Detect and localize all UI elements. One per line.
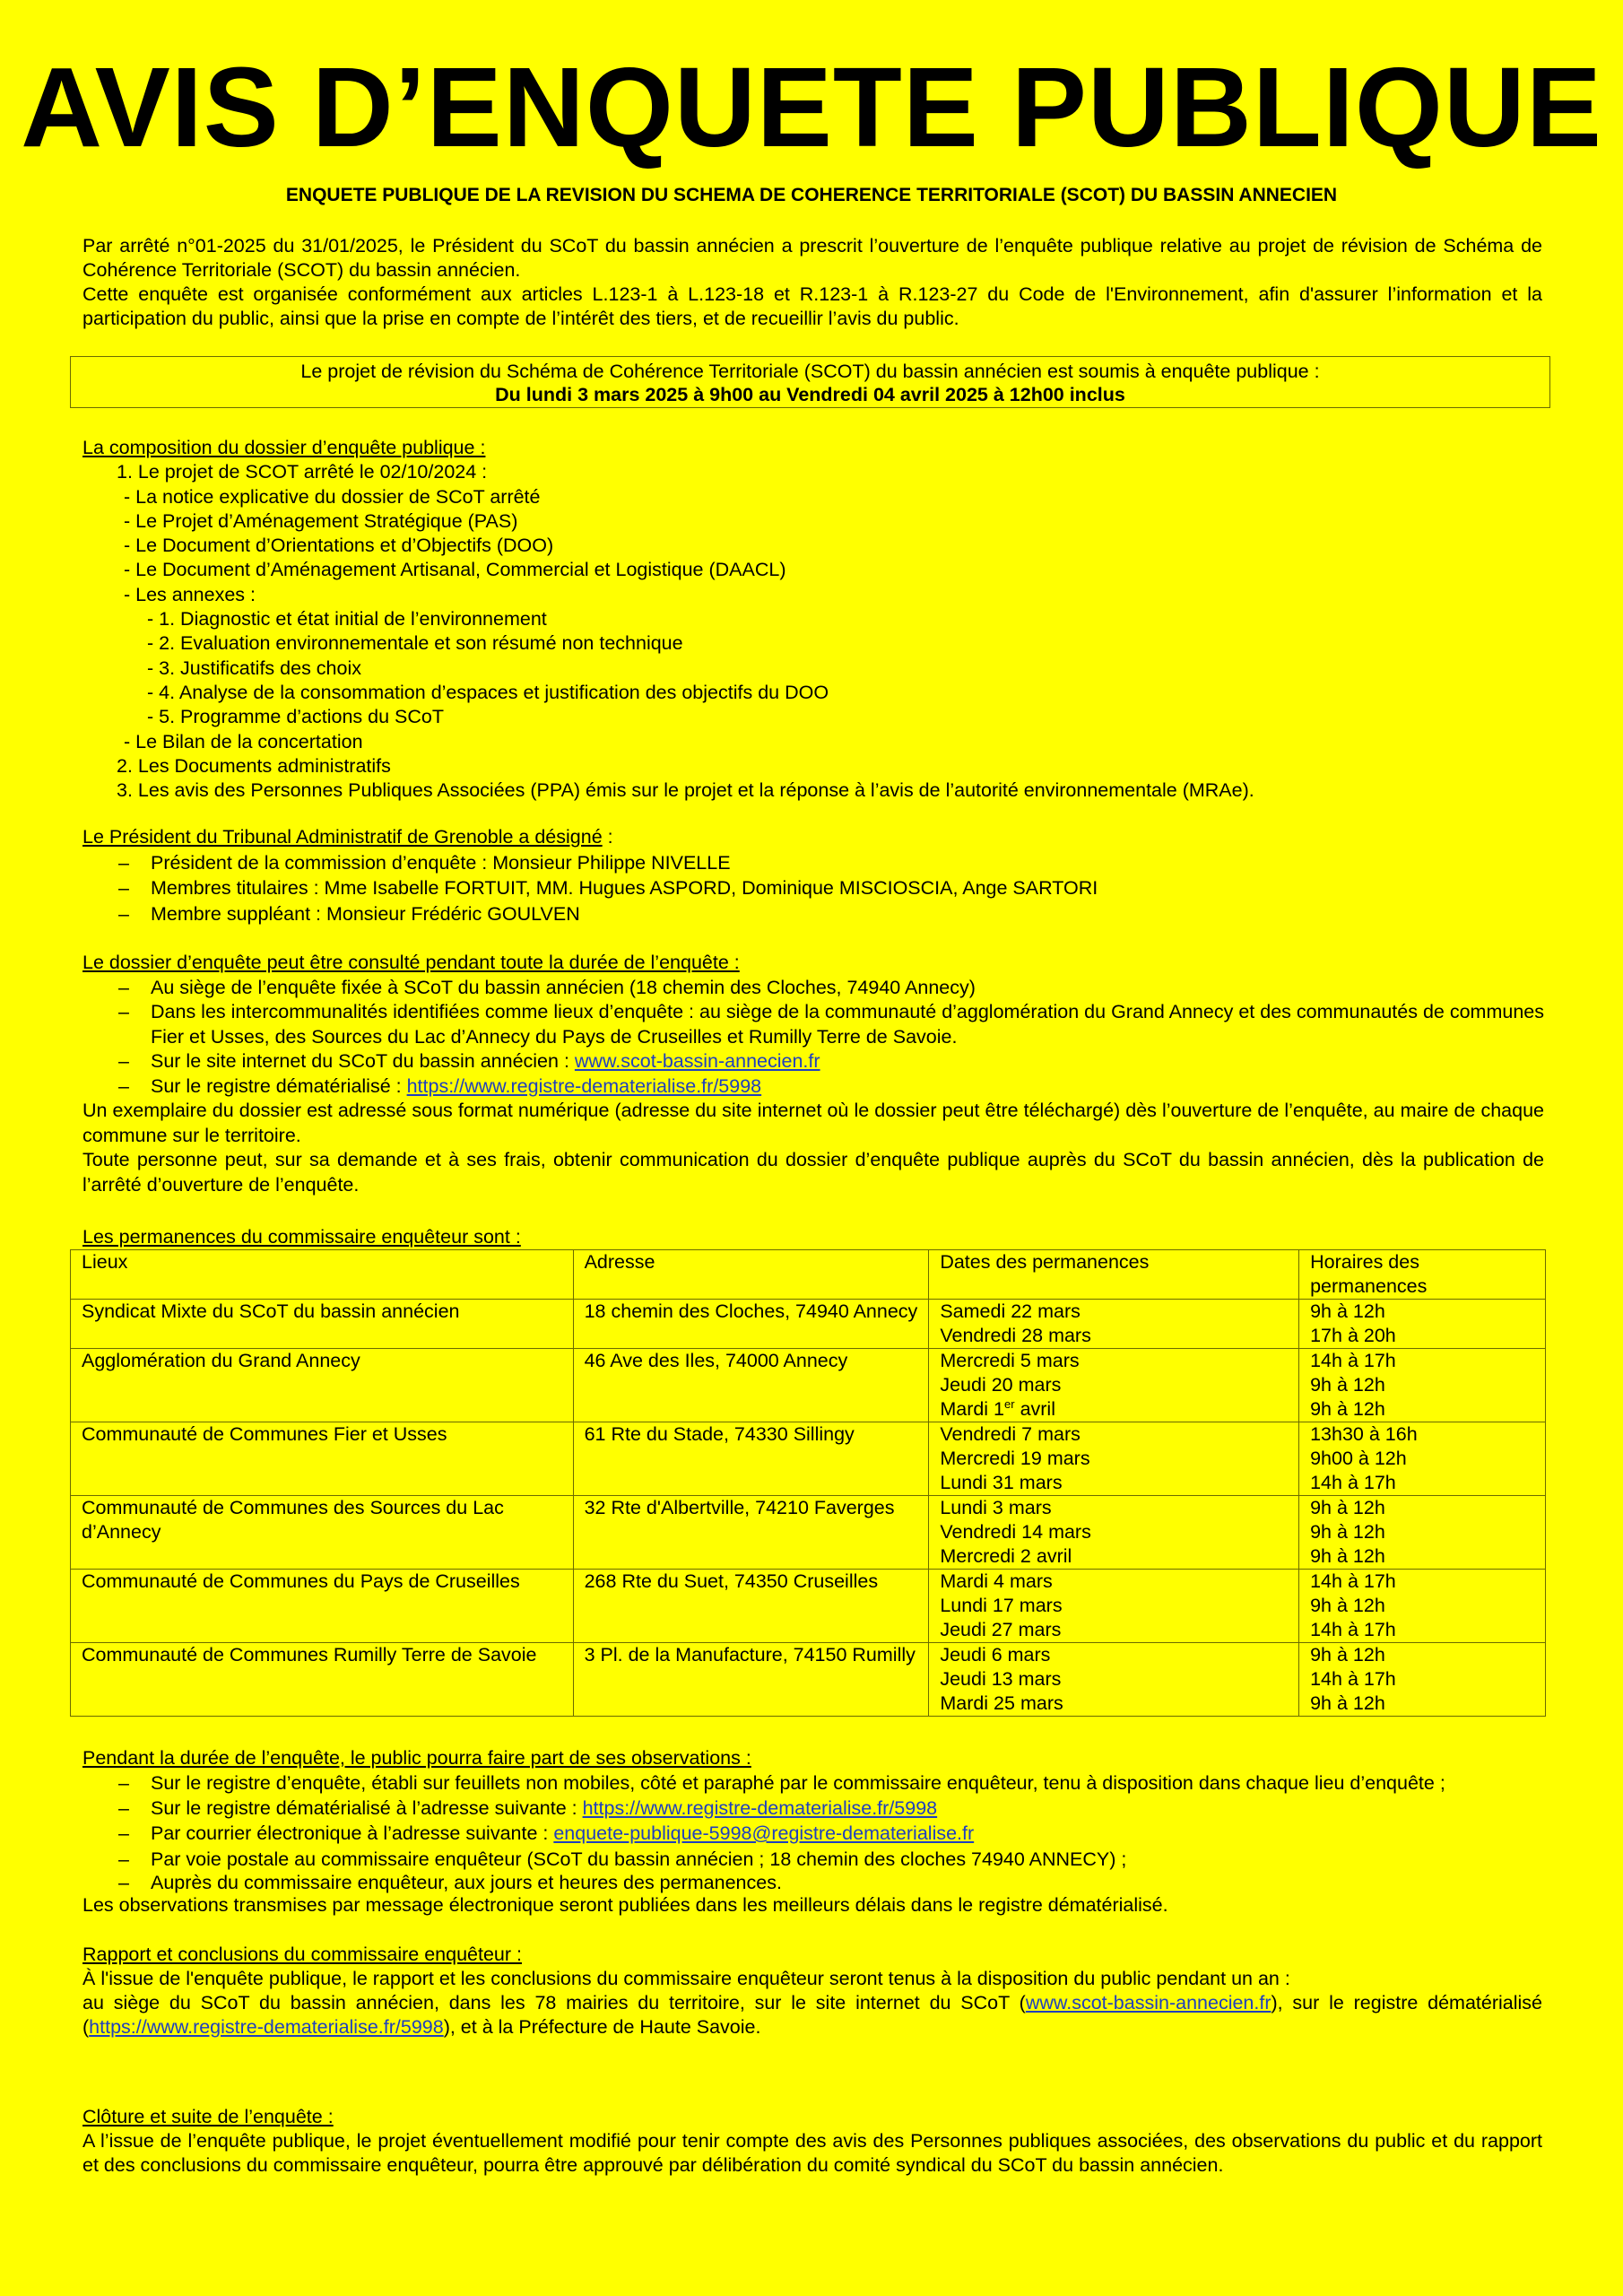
permanences-heading-wrap bbox=[82, 1225, 1553, 1249]
date-value: Lundi 17 mars bbox=[940, 1595, 1063, 1616]
list-item: - 4. Analyse de la consommation d’espaces et justification des objectifs du DOO bbox=[147, 681, 829, 703]
time-value: 17h à 20h bbox=[1310, 1325, 1396, 1346]
section-heading: Le dossier d’enquête peut être consulté pendant toute la durée de l’enquête : bbox=[82, 952, 740, 973]
table-row bbox=[71, 1643, 1546, 1717]
column-header: Horaires des permanences bbox=[1299, 1250, 1546, 1300]
date-value: Mercredi 2 avril bbox=[940, 1545, 1072, 1567]
time-value: 14h à 17h bbox=[1310, 1472, 1396, 1493]
list-item: – Dans les intercommunalités identifiées comme lieux d’enquête : au siège de la communauté d’agglomération du Grand Annecy et des communautés de communes Fier et Usses, des Sources du Lac d’Annecy du Pays de Cruseilles et Rumilly Terre de Savoie. bbox=[118, 1001, 1544, 1048]
list-item: – Sur le site internet du SCoT du bassin annécien : www.scot-bassin-annecien.fr bbox=[118, 1050, 820, 1072]
list-item: - Le Projet d’Aménagement Stratégique (PAS) bbox=[124, 509, 518, 532]
section-heading: Pendant la durée de l’enquête, le public pourra faire part de ses observations : bbox=[82, 1747, 751, 1769]
time-value: 9h à 12h bbox=[1310, 1595, 1385, 1616]
website-link[interactable]: www.scot-bassin-annecien.fr bbox=[1025, 1992, 1271, 2013]
dates-cell bbox=[929, 1349, 1299, 1422]
page-subtitle: ENQUETE PUBLIQUE DE LA REVISION DU SCHEMA DE COHERENCE TERRITORIALE (SCOT) DU BASSIN ANNECIEN bbox=[285, 185, 1338, 205]
list-item: - Le Document d’Orientations et d’Objectifs (DOO) bbox=[124, 535, 554, 557]
time-value: 14h à 17h bbox=[1310, 1668, 1396, 1690]
table-row bbox=[71, 1422, 1546, 1496]
composition-section bbox=[82, 436, 1553, 803]
column-header: Adresse bbox=[573, 1250, 929, 1300]
table-row bbox=[71, 1300, 1546, 1349]
list-item: – Sur le registre dématérialisé : https://www.registre-dematerialise.fr/5998 bbox=[118, 1074, 762, 1097]
time-value: 9h à 12h bbox=[1310, 1374, 1385, 1396]
table-row bbox=[71, 1496, 1546, 1570]
horaires-cell bbox=[1299, 1570, 1546, 1643]
observations-section bbox=[82, 1745, 1544, 1918]
horaires-cell bbox=[1299, 1300, 1546, 1349]
list-item-text: Au siège de l’enquête fixée à SCoT du bassin annécien (18 chemin des Cloches, 74940 Annecy) bbox=[151, 976, 976, 998]
date-value: Jeudi 6 mars bbox=[940, 1644, 1051, 1665]
date-value: Vendredi 7 mars bbox=[940, 1423, 1081, 1445]
list-item: – Sur le registre dématérialisé à l’adresse suivante : https://www.registre-dematerialise.fr/5998 bbox=[118, 1796, 938, 1819]
registry-link[interactable]: https://www.registre-dematerialise.fr/5998 bbox=[582, 1796, 938, 1819]
paragraph: Les observations transmises par message électronique seront publiées dans les meilleurs délais dans le registre dématérialisé. bbox=[82, 1894, 1168, 1916]
list-item: - Les annexes : bbox=[124, 583, 256, 605]
time-value: 14h à 17h bbox=[1310, 1619, 1396, 1640]
date-value: Vendredi 28 mars bbox=[940, 1325, 1091, 1346]
list-item-text: Sur le registre d’enquête, établi sur feuillets non mobiles, côté et paraphé par le commissaire enquêteur, tenu à disposition dans chaque lieu d’enquête ; bbox=[151, 1771, 1445, 1794]
list-item: - 1. Diagnostic et état initial de l’environnement bbox=[147, 608, 547, 631]
table-row bbox=[71, 1349, 1546, 1422]
list-item-text: Par voie postale au commissaire enquêteur (SCoT du bassin annécien ; 18 chemin des cloches 74940 ANNECY) ; bbox=[151, 1848, 1127, 1870]
commission-section bbox=[82, 824, 1544, 926]
horaires-cell bbox=[1299, 1643, 1546, 1717]
dates-cell bbox=[929, 1422, 1299, 1496]
horaires-cell bbox=[1299, 1496, 1546, 1570]
list-item: – Membres titulaires : Mme Isabelle FORTUIT, MM. Hugues ASPORD, Dominique MISCIOSCIA, Ange SARTORI bbox=[118, 877, 1098, 899]
list-item: - La notice explicative du dossier de SCoT arrêté bbox=[124, 485, 541, 508]
horaires-cell bbox=[1299, 1349, 1546, 1422]
time-value: 9h à 12h bbox=[1310, 1692, 1385, 1714]
heading-suffix: : bbox=[602, 826, 613, 848]
enquiry-dates-box bbox=[70, 356, 1550, 408]
list-item: - 2. Evaluation environnementale et son résumé non technique bbox=[147, 632, 683, 655]
lieu-cell: Communauté de Communes des Sources du Lac d’Annecy bbox=[71, 1496, 574, 1570]
list-item: – Par courrier électronique à l’adresse suivante : enquete-publique-5998@registre-dematerialise.fr bbox=[118, 1822, 975, 1844]
list-item: 1. Le projet de SCOT arrêté le 02/10/2024 : bbox=[117, 461, 488, 483]
adresse-cell: 3 Pl. de la Manufacture, 74150 Rumilly bbox=[573, 1643, 929, 1717]
paragraph: Un exemplaire du dossier est adressé sous format numérique (adresse du site internet où le dossier peut être téléchargé) dès l’ouverture de l’enquête, au maire de chaque commune sur le territoire. bbox=[82, 1100, 1544, 1146]
list-item-text: Sur le site internet du SCoT du bassin annécien : bbox=[151, 1050, 575, 1072]
intro-section bbox=[82, 234, 1542, 331]
date-value: Jeudi 27 mars bbox=[940, 1619, 1062, 1640]
permanences-table bbox=[70, 1249, 1546, 1717]
table-row bbox=[71, 1570, 1546, 1643]
adresse-cell: 268 Rte du Suet, 74350 Cruseilles bbox=[573, 1570, 929, 1643]
date-value: Lundi 31 mars bbox=[940, 1472, 1063, 1493]
website-link[interactable]: www.scot-bassin-annecien.fr bbox=[574, 1050, 820, 1072]
paragraph: Toute personne peut, sur sa demande et à ses frais, obtenir communication du dossier d’enquête publique auprès du SCoT du bassin annécien, dès la publication de l’arrêté d’ouverture de l’enquête. bbox=[82, 1149, 1544, 1196]
rapport-section bbox=[82, 1943, 1542, 2039]
lieu-cell: Communauté de Communes Rumilly Terre de Savoie bbox=[71, 1643, 574, 1717]
column-header: Dates des permanences bbox=[929, 1250, 1299, 1300]
time-value: 13h30 à 16h bbox=[1310, 1423, 1418, 1445]
date-value: Mercredi 5 mars bbox=[940, 1350, 1080, 1371]
time-value: 14h à 17h bbox=[1310, 1570, 1396, 1592]
section-heading: Les permanences du commissaire enquêteur sont : bbox=[82, 1226, 521, 1248]
registry-link[interactable]: https://www.registre-dematerialise.fr/5998 bbox=[89, 2016, 444, 2038]
section-heading: Clôture et suite de l’enquête : bbox=[82, 2106, 334, 2127]
dates-cell bbox=[929, 1570, 1299, 1643]
list-item: 3. Les avis des Personnes Publiques Associées (PPA) émis sur le projet et la réponse à l’avis de l’autorité environnementale (MRAe). bbox=[117, 779, 1254, 802]
text-fragment: ), et à la Préfecture de Haute Savoie. bbox=[443, 2016, 761, 2038]
text-fragment: au siège du SCoT du bassin annécien, dans les 78 mairies du territoire, sur le site internet du SCoT ( bbox=[82, 1992, 1026, 2013]
adresse-cell: 32 Rte d'Albertville, 74210 Faverges bbox=[573, 1496, 929, 1570]
date-text: Mardi 1er avril bbox=[940, 1396, 1055, 1420]
adresse-cell: 46 Ave des Iles, 74000 Annecy bbox=[573, 1349, 929, 1422]
lieu-cell: Agglomération du Grand Annecy bbox=[71, 1349, 574, 1422]
list-item: - 3. Justificatifs des choix bbox=[147, 657, 361, 679]
time-value: 14h à 17h bbox=[1310, 1350, 1396, 1371]
date-value: Mardi 4 mars bbox=[940, 1570, 1053, 1592]
date-value bbox=[940, 1397, 1288, 1422]
date-value: Samedi 22 mars bbox=[940, 1300, 1081, 1322]
adresse-cell: 61 Rte du Stade, 74330 Sillingy bbox=[573, 1422, 929, 1496]
list-item-text: Auprès du commissaire enquêteur, aux jours et heures des permanences. bbox=[151, 1872, 782, 1893]
page-title: AVIS D’ENQUETE PUBLIQUE bbox=[21, 44, 1602, 170]
adresse-cell: 18 chemin des Cloches, 74940 Annecy bbox=[573, 1300, 929, 1349]
paragraph: A l’issue de l’enquête publique, le projet éventuellement modifié pour tenir compte des avis des Personnes publiques associées, des observations du public et du rapport et des conclusions du commissaire enquêteur, pourra être approuvé par délibération du comité syndical du SCoT du bassin annécien. bbox=[82, 2130, 1542, 2176]
time-value: 9h à 12h bbox=[1310, 1644, 1385, 1665]
time-value: 9h à 12h bbox=[1310, 1497, 1385, 1518]
list-item-text: Par courrier électronique à l’adresse suivante : bbox=[151, 1822, 554, 1844]
paragraph: À l'issue de l'enquête publique, le rapport et les conclusions du commissaire enquêteur seront tenus à la disposition du public pendant un an : bbox=[82, 1968, 1290, 1989]
date-value: Jeudi 13 mars bbox=[940, 1668, 1062, 1690]
dates-box-period: Du lundi 3 mars 2025 à 9h00 au Vendredi 04 avril 2025 à 12h00 inclus bbox=[495, 384, 1125, 405]
list-item: - Le Document d’Aménagement Artisanal, Commercial et Logistique (DAACL) bbox=[124, 559, 786, 581]
dates-cell bbox=[929, 1300, 1299, 1349]
time-value: 9h à 12h bbox=[1310, 1398, 1385, 1420]
consultation-section bbox=[82, 951, 1544, 1197]
date-value: Jeudi 20 mars bbox=[940, 1374, 1062, 1396]
list-item: – Au siège de l’enquête fixée à SCoT du bassin annécien (18 chemin des Cloches, 74940 Annecy) bbox=[118, 976, 976, 998]
list-item: – Président de la commission d’enquête : Monsieur Philippe NIVELLE bbox=[118, 851, 731, 874]
list-item: - 5. Programme d’actions du SCoT bbox=[147, 706, 444, 728]
column-header: Lieux bbox=[71, 1250, 574, 1300]
time-value: 9h00 à 12h bbox=[1310, 1448, 1407, 1469]
time-value: 9h à 12h bbox=[1310, 1545, 1385, 1567]
date-value: Mardi 25 mars bbox=[940, 1692, 1063, 1714]
time-value: 9h à 12h bbox=[1310, 1300, 1385, 1322]
list-item: 2. Les Documents administratifs bbox=[117, 754, 391, 777]
intro-paragraph: Par arrêté n°01-2025 du 31/01/2025, le Président du SCoT du bassin annécien a prescrit l’ouverture de l’enquête publique relative au projet de révision de Schéma de Cohérence Territoriale (SCOT) du bassin annécien. bbox=[82, 235, 1542, 281]
list-item: – Par voie postale au commissaire enquêteur (SCoT du bassin annécien ; 18 chemin des cloches 74940 ANNECY) ; bbox=[118, 1848, 1127, 1870]
cloture-section bbox=[82, 2105, 1542, 2178]
list-item: – Membre suppléant : Monsieur Frédéric GOULVEN bbox=[118, 902, 580, 925]
table-header-row bbox=[71, 1250, 1546, 1300]
list-item-text: Membres titulaires : Mme Isabelle FORTUIT, MM. Hugues ASPORD, Dominique MISCIOSCIA, Ange SARTORI bbox=[151, 877, 1098, 899]
section-heading: Rapport et conclusions du commissaire enquêteur : bbox=[82, 1944, 522, 1965]
dates-cell bbox=[929, 1643, 1299, 1717]
registry-link[interactable]: https://www.registre-dematerialise.fr/5998 bbox=[406, 1074, 762, 1097]
date-value: Lundi 3 mars bbox=[940, 1497, 1052, 1518]
lieu-cell: Communauté de Communes Fier et Usses bbox=[71, 1422, 574, 1496]
list-item: - Le Bilan de la concertation bbox=[124, 730, 363, 752]
horaires-cell bbox=[1299, 1422, 1546, 1496]
list-item-text: Dans les intercommunalités identifiées comme lieux d’enquête : au siège de la communauté d’agglomération du Grand Annecy et des communautés de communes Fier et Usses, des Sources du Lac d’Annecy du Pays de Cruseilles et Rumilly Terre de Savoie. bbox=[151, 1001, 1544, 1048]
email-link[interactable]: enquete-publique-5998@registre-dematerialise.fr bbox=[553, 1822, 975, 1844]
dates-cell bbox=[929, 1496, 1299, 1570]
text-fragment: ), sur le registre dématérialisé ( bbox=[82, 1992, 1543, 2038]
date-value: Mercredi 19 mars bbox=[940, 1448, 1090, 1469]
paragraph bbox=[82, 1991, 1542, 2039]
list-item: – Sur le registre d’enquête, établi sur feuillets non mobiles, côté et paraphé par le commissaire enquêteur, tenu à disposition dans chaque lieu d’enquête ; bbox=[118, 1771, 1445, 1794]
section-heading: Le Président du Tribunal Administratif de Grenoble a désigné bbox=[82, 826, 603, 848]
dates-box-line: Le projet de révision du Schéma de Cohérence Territoriale (SCOT) du bassin annécien est soumis à enquête publique : bbox=[300, 361, 1320, 382]
list-item-text: Président de la commission d’enquête : Monsieur Philippe NIVELLE bbox=[151, 851, 731, 874]
list-item-text: Sur le registre dématérialisé à l’adresse suivante : bbox=[151, 1796, 583, 1819]
section-heading: La composition du dossier d’enquête publique : bbox=[82, 437, 486, 458]
list-item: – Auprès du commissaire enquêteur, aux jours et heures des permanences. bbox=[118, 1872, 782, 1893]
date-value: Vendredi 14 mars bbox=[940, 1521, 1091, 1543]
list-item-text: Sur le registre dématérialisé : bbox=[151, 1074, 407, 1097]
list-item-text: Membre suppléant : Monsieur Frédéric GOULVEN bbox=[151, 902, 580, 925]
lieu-cell: Communauté de Communes du Pays de Cruseilles bbox=[71, 1570, 574, 1643]
intro-paragraph: Cette enquête est organisée conformément aux articles L.123-1 à L.123-18 et R.123-1 à R.123-27 du Code de l'Environnement, afin d'assurer l’information et la participation du public, ainsi que la prise en compte de l’intérêt des tiers, et de recueillir l’avis du public. bbox=[82, 283, 1542, 329]
lieu-cell: Syndicat Mixte du SCoT du bassin annécien bbox=[71, 1300, 574, 1349]
time-value: 9h à 12h bbox=[1310, 1521, 1385, 1543]
